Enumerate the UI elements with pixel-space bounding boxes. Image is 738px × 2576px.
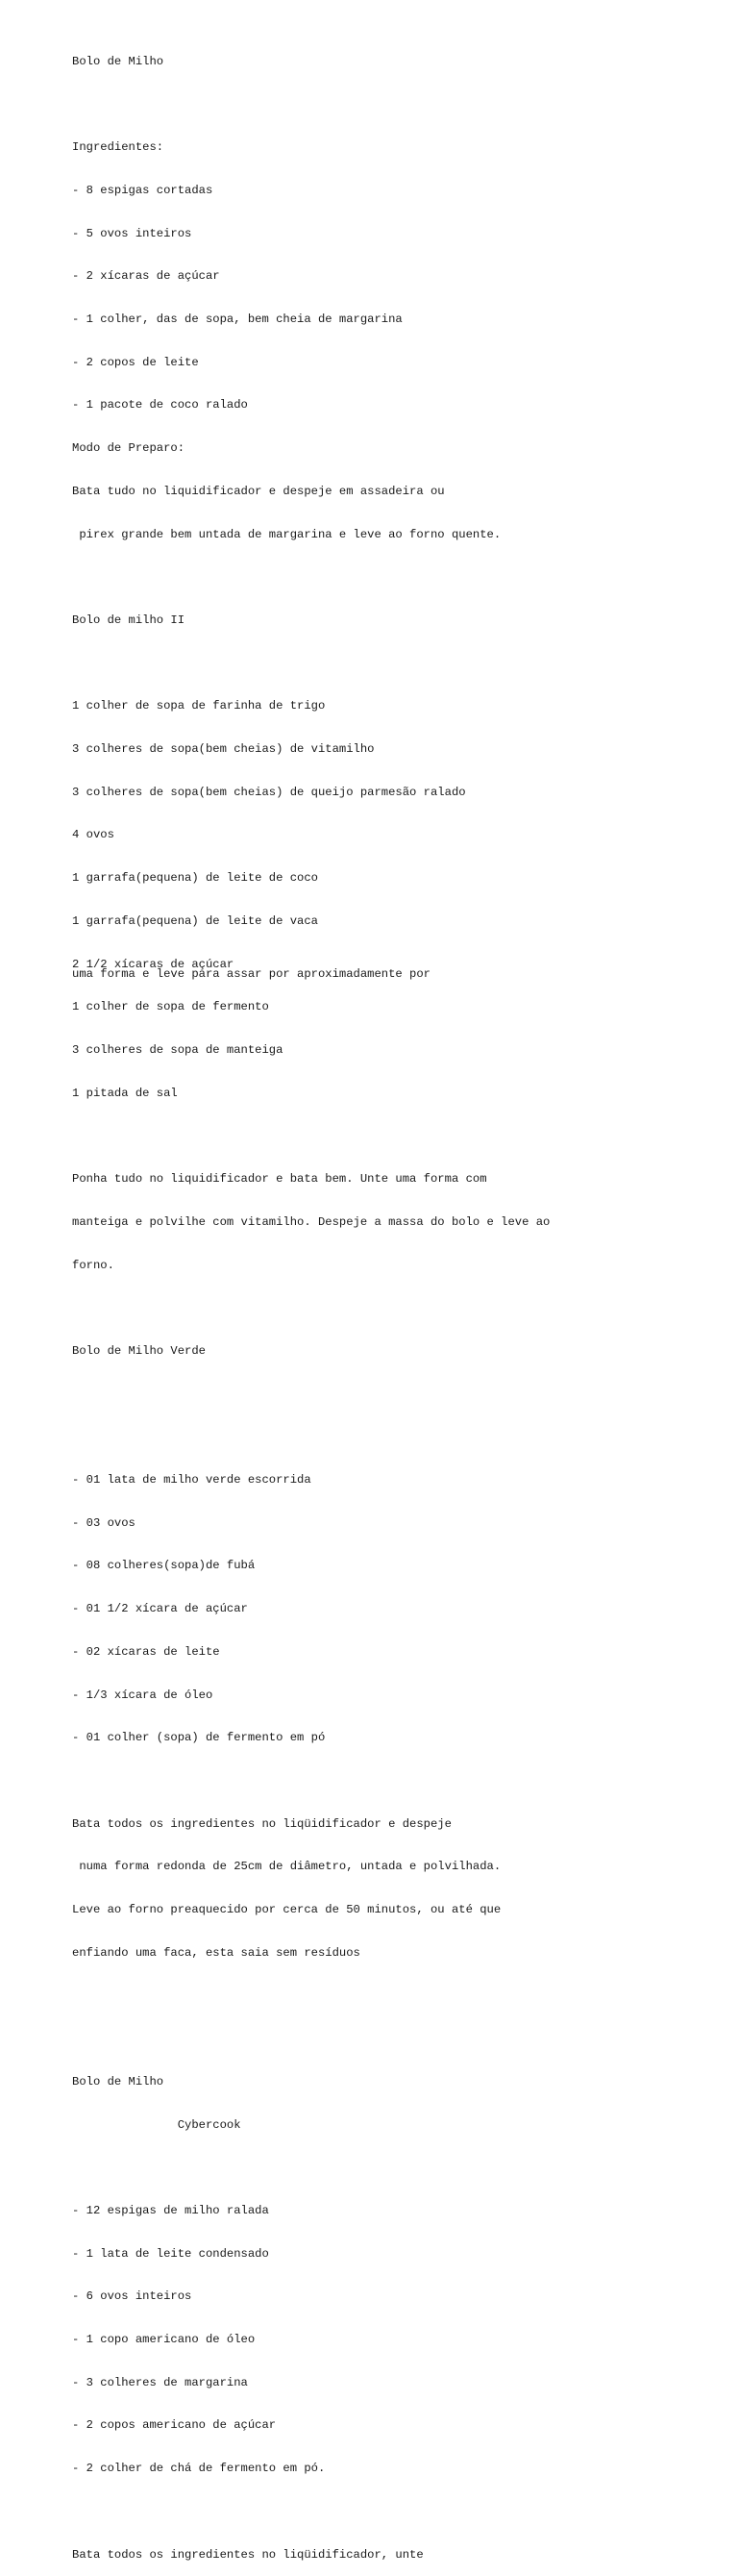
ingredient-line: - 03 ovos bbox=[72, 1515, 135, 1530]
blank-line bbox=[72, 1129, 726, 1143]
document-body bbox=[72, 26, 726, 2576]
ingredient-line: 2 1/2 xícaras de açúcar bbox=[72, 957, 234, 971]
ingredient-line: - 8 espigas cortadas bbox=[72, 183, 213, 197]
recipe-source: Cybercook bbox=[72, 2117, 241, 2132]
ingredient-line: 1 garrafa(pequena) de leite de vaca bbox=[72, 913, 318, 928]
instruction-line: Bata tudo no liquidificador e despeje em assadeira ou bbox=[72, 484, 445, 498]
ingredient-line: 3 colheres de sopa(bem cheias) de vitamilho bbox=[72, 742, 375, 757]
blank-line bbox=[72, 98, 726, 113]
ingredient-line: - 1 copo americano de óleo bbox=[72, 2333, 256, 2347]
ingredient-line: - 5 ovos inteiros bbox=[72, 226, 192, 240]
instruction-line: Leve ao forno preaquecido por cerca de 50 minutos, ou até que bbox=[72, 1903, 502, 1917]
ingredient-line: - 3 colheres de margarina bbox=[72, 2375, 248, 2389]
ingredient-line: - 01 colher (sopa) de fermento em pó bbox=[72, 1731, 326, 1745]
instruction-line: enfiando uma faca, esta saia sem resíduos bbox=[72, 1945, 360, 1960]
blank-line bbox=[72, 1774, 726, 1788]
ingredient-line: - 2 copos de leite bbox=[72, 355, 199, 369]
ingredient-line: - 1/3 xícara de óleo bbox=[72, 1688, 213, 1702]
ingredient-line: 3 colheres de sopa(bem cheias) de queijo parmesão ralado bbox=[72, 785, 466, 799]
instruction-line: numa forma redonda de 25cm de diâmetro, untada e polvilhada. bbox=[72, 1860, 502, 1874]
ingredient-line: - 1 pacote de coco ralado bbox=[72, 398, 248, 413]
ingredient-line: - 2 colher de chá de fermento em pó. bbox=[72, 2462, 326, 2476]
ingredient-line: - 01 1/2 xícara de açúcar bbox=[72, 1602, 248, 1616]
ingredient-line: - 08 colheres(sopa)de fubá bbox=[72, 1559, 256, 1573]
ingredient-line: - 01 lata de milho verde escorrida bbox=[72, 1473, 311, 1488]
blank-line bbox=[72, 2161, 726, 2175]
recipe-title-3: Bolo de Milho Verde bbox=[72, 1343, 206, 1358]
ingredient-line: 1 garrafa(pequena) de leite de coco bbox=[72, 871, 318, 886]
instruction-line: Bata todos os ingredientes no liqüidificador e despeje bbox=[72, 1816, 452, 1831]
ingredient-line: - 6 ovos inteiros bbox=[72, 2289, 192, 2304]
ingredient-line: 3 colheres de sopa de manteiga bbox=[72, 1042, 283, 1057]
ingredient-line: - 2 copos americano de açúcar bbox=[72, 2418, 277, 2433]
preparation-heading: Modo de Preparo: bbox=[72, 441, 185, 456]
ingredient-line: 1 colher de sopa de farinha de trigo bbox=[72, 699, 326, 713]
blank-line bbox=[72, 1388, 726, 1402]
ingredient-line: - 1 colher, das de sopa, bem cheia de margarina bbox=[72, 313, 403, 327]
ingredient-line: 1 colher de sopa de fermento bbox=[72, 1000, 269, 1014]
blank-line bbox=[72, 2505, 726, 2519]
instruction-line: Ponha tudo no liquidificador e bata bem. Unte uma forma com bbox=[72, 1172, 487, 1187]
recipe-title-2: Bolo de milho II bbox=[72, 613, 185, 627]
instruction-line: forno. bbox=[72, 1258, 114, 1272]
instruction-line: Bata todos os ingredientes no liqüidificador, unte bbox=[72, 2547, 424, 2562]
ingredient-line: - 12 espigas de milho ralada bbox=[72, 2203, 269, 2217]
recipe-title-1: Bolo de Milho bbox=[72, 54, 164, 68]
recipe-title-4: Bolo de Milho bbox=[72, 2074, 164, 2088]
blank-line bbox=[72, 1988, 726, 2003]
instruction-line: pirex grande bem untada de margarina e leve ao forno quente. bbox=[72, 527, 502, 541]
ingredient-line: - 1 lata de leite condensado bbox=[72, 2246, 269, 2261]
blank-line bbox=[72, 1301, 726, 1315]
blank-line bbox=[72, 2032, 726, 2046]
blank-line bbox=[72, 657, 726, 671]
ingredient-line: - 02 xícaras de leite bbox=[72, 1644, 220, 1659]
blank-line bbox=[72, 570, 726, 585]
page-bottom-continuation: uma forma e leve para assar por aproximadamente por bbox=[72, 967, 430, 981]
ingredient-line: 1 pitada de sal bbox=[72, 1086, 178, 1100]
ingredient-line: - 2 xícaras de açúcar bbox=[72, 269, 220, 284]
blank-line bbox=[72, 1430, 726, 1444]
ingredient-line: 4 ovos bbox=[72, 828, 114, 842]
instruction-line: manteiga e polvilhe com vitamilho. Despeje a massa do bolo e leve ao bbox=[72, 1214, 551, 1229]
ingredients-heading: Ingredientes: bbox=[72, 140, 164, 155]
